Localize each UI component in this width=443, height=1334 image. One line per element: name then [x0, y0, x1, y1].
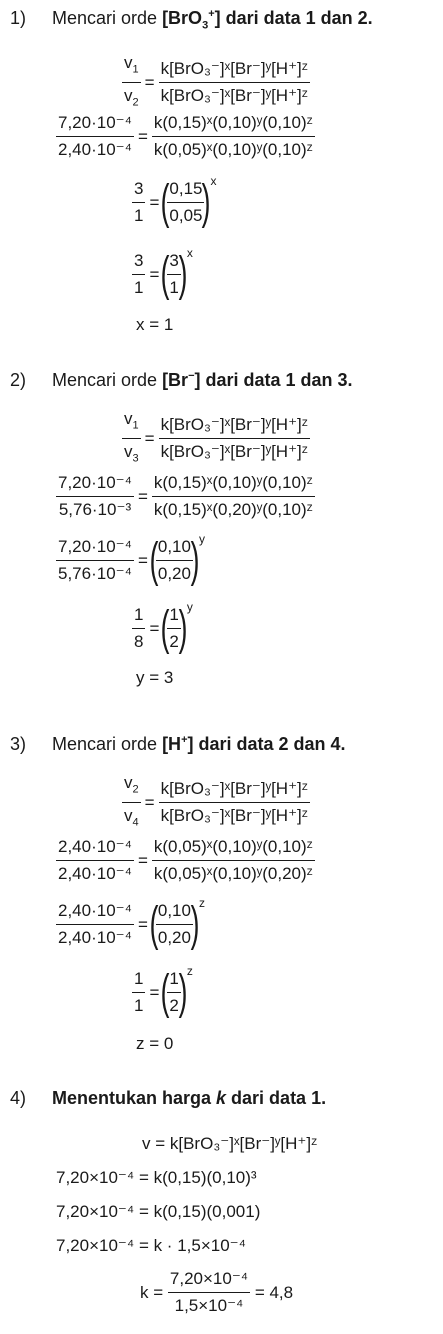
section-number: 2) — [10, 370, 27, 390]
header-species: [Br−] dari data 1 dan 3. — [162, 370, 353, 390]
header-lead: Mencari orde — [52, 734, 163, 754]
header-lead: Mencari orde — [52, 8, 163, 28]
k-result: k = $\frac{\text{7,20×10⁻⁴}}{\text{1,5×10⁻⁴}}$ = 4,8 — [140, 1269, 294, 1315]
k-step-2: 7,20×10⁻⁴ = k(0,15)(0,001) — [56, 1202, 261, 1221]
simplified-equation: $\frac{1}{1}$ = ( $\frac{1}{2}$ ) z — [134, 963, 193, 1019]
k-step-1: 7,20×10⁻⁴ = k(0,15)(0,10)³ — [56, 1168, 257, 1187]
section-4-header: 4) Menentukan harga k dari data 1. — [10, 1088, 327, 1108]
section-3-header — [10, 734, 346, 755]
header-species: [BrO$_3$+] dari data 1 dan 2. — [162, 8, 373, 32]
substituted-equation: $\frac{\text{7,20·10⁻⁴}}{\text{5,76·10⁻³}}$ = $\frac{\text{k(0,15)ˣ(0,10)ʸ(0,10)ᶻ}}{\text{k(0,15)ˣ(0,20)ʸ(0,10)ᶻ}}$ — [58, 473, 313, 519]
k-step-3: 7,20×10⁻⁴ = k · 1,5×10⁻⁴ — [56, 1236, 246, 1255]
simplified-equation: $\frac{1}{8}$ = ( $\frac{1}{2}$ ) y — [134, 599, 193, 655]
rate-ratio-equation: $\frac{v_1}{v_3}$ = $\frac{\text{k[BrO₃⁻]ˣ[Br⁻]ʸ[H⁺]ᶻ}}{\text{k[BrO₃⁻]ˣ[Br⁻]ʸ[H⁺]ᶻ}}$ — [124, 409, 308, 465]
order-result: x = 1 — [136, 315, 174, 334]
substituted-equation: $\frac{\text{2,40·10⁻⁴}}{\text{2,40·10⁻⁴}}$ = $\frac{\text{k(0,05)ˣ(0,10)ʸ(0,10)ᶻ}}{\text{k(0,05)ˣ(0,10)ʸ(0,20)ᶻ}}$ — [58, 837, 313, 883]
right-fraction: $\frac{\text{k[BrO₃⁻]ˣ[Br⁻]ʸ[H⁺]ᶻ}}{\text{k[BrO₃⁻]ˣ[Br⁻]ʸ[H⁺]ᶻ}}$ — [160, 59, 308, 106]
left-fraction: $\frac{v_1}{v_2}$ — [124, 53, 139, 109]
order-result: y = 3 — [136, 668, 174, 687]
header-species: [H+] dari data 2 dan 4. — [162, 734, 346, 754]
substituted-equation: $\frac{\text{7,20·10⁻⁴}}{\text{2,40·10⁻⁴}}$ = $\frac{\text{k(0,15)ˣ(0,10)ʸ(0,10)ᶻ}}{\text{k(0,05)ˣ(0,10)ʸ(0,10)ᶻ}}$ — [58, 113, 313, 159]
rate-ratio-equation: $\frac{v_2}{v_4}$ = $\frac{\text{k[BrO₃⁻]ˣ[Br⁻]ʸ[H⁺]ᶻ}}{\text{k[BrO₃⁻]ˣ[Br⁻]ʸ[H⁺]ᶻ}}$ — [124, 773, 308, 829]
rate-ratio-equation: $\frac{v_1}{v_2}$ = $\frac{\text{k[BrO₃⁻]ˣ[Br⁻]ʸ[H⁺]ᶻ}}{\text{k[BrO₃⁻]ˣ[Br⁻]ʸ[H⁺]ᶻ}}$ — [122, 52, 310, 114]
power-ratio-equation: $\frac{3}{1}$ = ( $\frac{0,15}{0,05}$ ) x — [134, 173, 217, 229]
power-ratio-equation: $\frac{\text{2,40·10⁻⁴}}{\text{2,40·10⁻⁴}}$ = ( $\frac{0,10}{0,20}$ ) z — [58, 895, 205, 951]
section-1-header — [10, 8, 373, 32]
section-number: 4) — [10, 1088, 27, 1108]
simplified-equation: $\frac{3}{1}$ = ( $\frac{3}{1}$ ) x — [134, 245, 193, 301]
order-result: z = 0 — [136, 1034, 174, 1053]
section-2-header — [10, 370, 353, 391]
power-ratio-equation: $\frac{\text{7,20·10⁻⁴}}{\text{5,76·10⁻⁴}}$ = ( $\frac{0,10}{0,20}$ ) y — [58, 531, 205, 587]
section-number: 3) — [10, 734, 27, 754]
header-lead: Mencari orde — [52, 370, 163, 390]
section-number: 1) — [10, 8, 27, 28]
rate-law: v = k[BrO₃⁻]ˣ[Br⁻]ʸ[H⁺]ᶻ — [142, 1134, 318, 1153]
